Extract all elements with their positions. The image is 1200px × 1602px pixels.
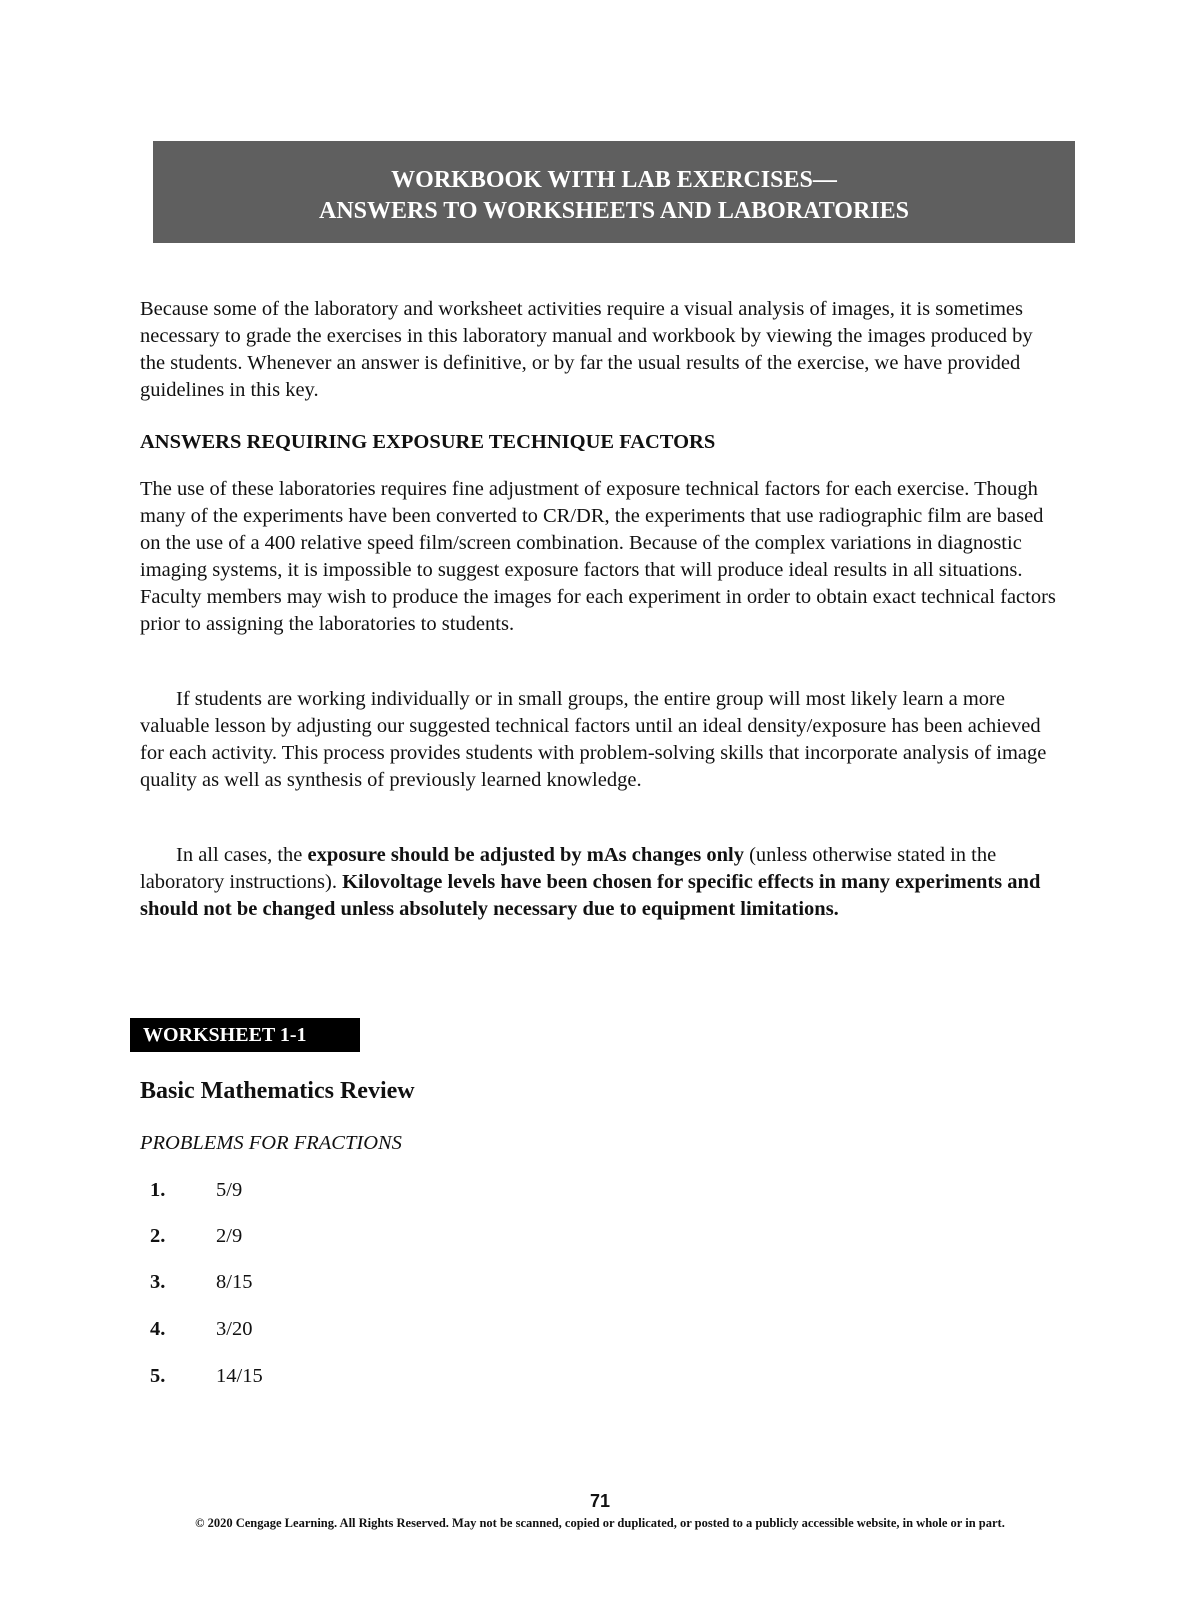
problems-subheading: PROBLEMS FOR FRACTIONS xyxy=(140,1132,402,1154)
paragraph-3-bold-1: exposure should be adjusted by mAs changes only xyxy=(307,844,744,866)
paragraph-1 xyxy=(140,476,1060,638)
answer-value: 3/20 xyxy=(216,1318,253,1340)
answer-number: 2. xyxy=(150,1225,166,1247)
answer-item xyxy=(150,1222,242,1250)
answer-value: 5/9 xyxy=(216,1179,243,1201)
title-banner xyxy=(153,141,1075,243)
banner-title-line-1: WORKBOOK WITH LAB EXERCISES— xyxy=(391,167,837,193)
answer-number: 3. xyxy=(150,1271,166,1293)
paragraph-3-part-1: In all cases, the xyxy=(176,844,308,866)
banner-title-line-2: ANSWERS TO WORKSHEETS AND LABORATORIES xyxy=(319,198,909,224)
answer-item xyxy=(150,1315,252,1343)
answer-number: 4. xyxy=(150,1318,166,1340)
intro-paragraph xyxy=(140,296,1060,404)
answer-number: 1. xyxy=(150,1179,166,1201)
section-heading: ANSWERS REQUIRING EXPOSURE TECHNIQUE FACTORS xyxy=(140,431,716,453)
copyright-notice: © 2020 Cengage Learning. All Rights Reserved. May not be scanned, copied or duplicated, or posted to a publicly accessible website, in whole or in part. xyxy=(195,1516,1005,1530)
paragraph-3-part-2: (unless otherwise stated in the laboratory instructions). xyxy=(140,844,997,893)
page-number: 71 xyxy=(589,1491,611,1511)
answer-number: 5. xyxy=(150,1365,166,1387)
paragraph-2-text: If students are working individually or in small groups, the entire group will most likely learn a more valuable lesson by adjusting our suggested technical factors until an ideal density/exposure has been achieved for each activity. This process provides students with problem-solving skills that incorporate analysis of image quality as well as synthesis of previously learned knowledge. xyxy=(140,688,1047,791)
paragraph-3 xyxy=(140,842,1060,923)
paragraph-2 xyxy=(140,686,1060,794)
paragraph-3-bold-2: Kilovoltage levels have been chosen for specific effects in many experiments and should not be changed unless absolutely necessary due to equipment limitations. xyxy=(140,871,1041,920)
answer-item xyxy=(150,1268,252,1296)
worksheet-title: Basic Mathematics Review xyxy=(140,1078,415,1104)
answer-value: 2/9 xyxy=(216,1225,243,1247)
answer-value: 8/15 xyxy=(216,1271,253,1293)
answer-item xyxy=(150,1176,242,1204)
intro-text: Because some of the laboratory and worksheet activities require a visual analysis of images, it is sometimes necessary to grade the exercises in this laboratory manual and workbook by viewing the images produced by the students. Whenever an answer is definitive, or by far the usual results of the exercise, we have provided guidelines in this key. xyxy=(140,298,1033,401)
answer-item xyxy=(150,1362,263,1390)
paragraph-3-text xyxy=(140,842,1060,923)
answer-value: 14/15 xyxy=(216,1365,263,1387)
worksheet-label: WORKSHEET 1-1 xyxy=(130,1018,360,1052)
paragraph-1-text: The use of these laboratories requires fine adjustment of exposure technical factors for each exercise. Though many of the experiments have been converted to CR/DR, the experiments that use radiographic film are based on the use of a 400 relative speed film/screen combination. Because of the complex variations in diagnostic imaging systems, it is impossible to suggest exposure factors that will produce ideal results in all situations. Faculty members may wish to produce the images for each experiment in order to obtain exact technical factors prior to assigning the laboratories to students. xyxy=(140,478,1056,635)
